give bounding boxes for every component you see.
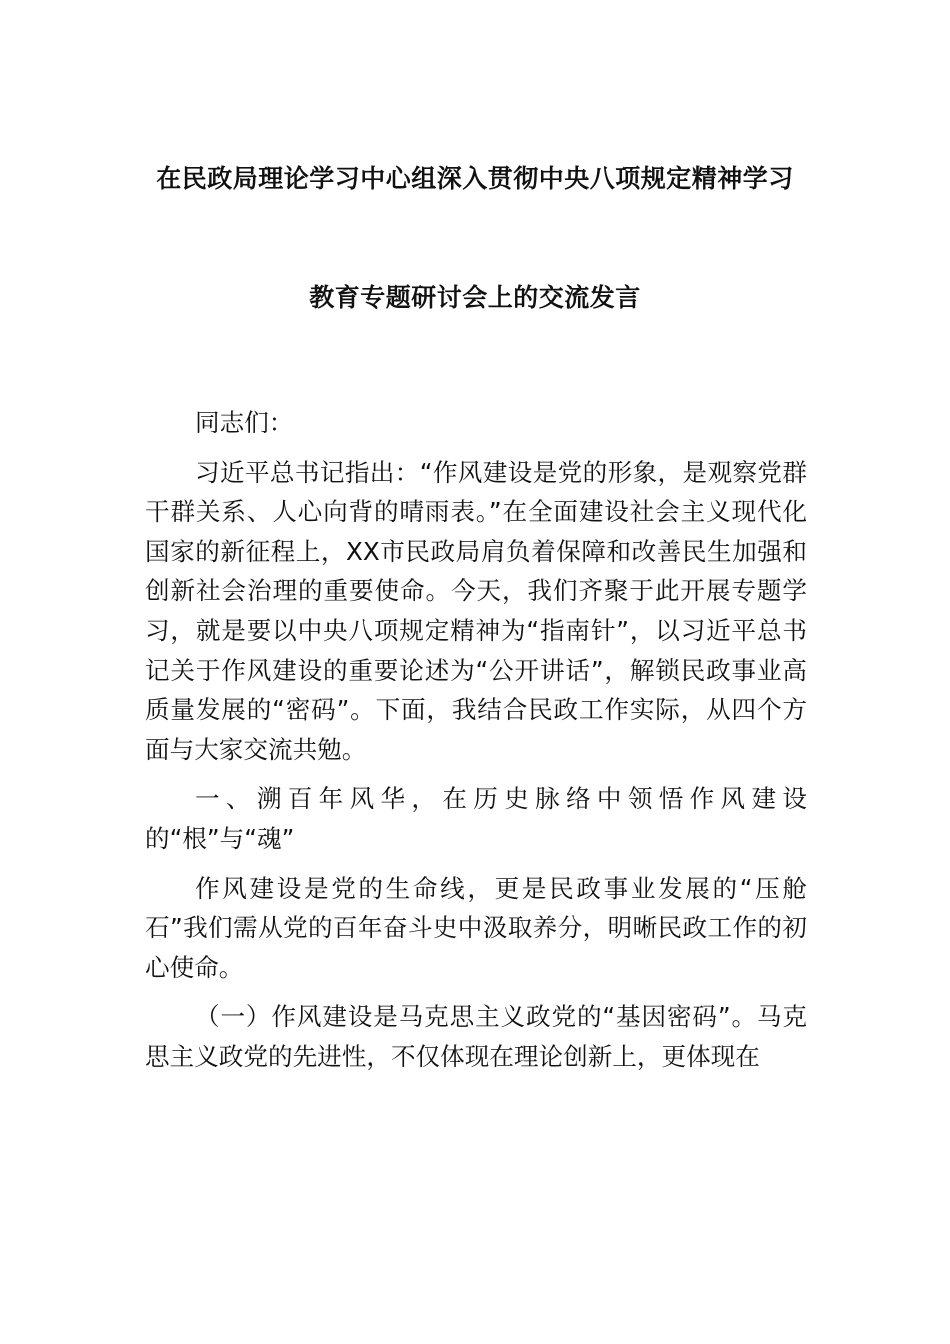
document-title-line-2: 教育专题研讨会上的交流发言 [309, 283, 641, 312]
greeting: 同志们： [195, 408, 294, 437]
paragraph-section-1: 作风建设是党的生命线，更是民政事业发展的“压舱石”我们需从党的百年奋斗史中汲取养分，明晰民政工作的初心使命。 [145, 873, 807, 982]
subsection-heading-1: （一）作风建设是马克思主义政党的“基因密码”。马克思主义政党的先进性，不仅体现在理论创新上，更体现在 [145, 1002, 807, 1071]
document-title-line-1: 在民政局理论学习中心组深入贯彻中央八项规定精神学习 [156, 164, 794, 193]
paragraph-intro: 习近平总书记指出：“作风建设是党的形象，是观察党群干群关系、人心向背的晴雨表。”在全面建设社会主义现代化国家的新征程上，XX市民政局肩负着保障和改善民生加强和创新社会治理的重要使命。今天，我们齐聚于此开展专题学习，就是要以中央八项规定精神为“指南针”，以习近平总书记关于作风建设的重要论述为“公开讲话”，解锁民政事业高质量发展的“密码”。下面，我结合民政工作实际，从四个方面与大家交流共勉。 [145, 457, 807, 764]
document-body [145, 403, 807, 1077]
section-heading-1: 一、溯百年风华，在历史脉络中领悟作风建设的“根”与“魂” [145, 784, 807, 853]
